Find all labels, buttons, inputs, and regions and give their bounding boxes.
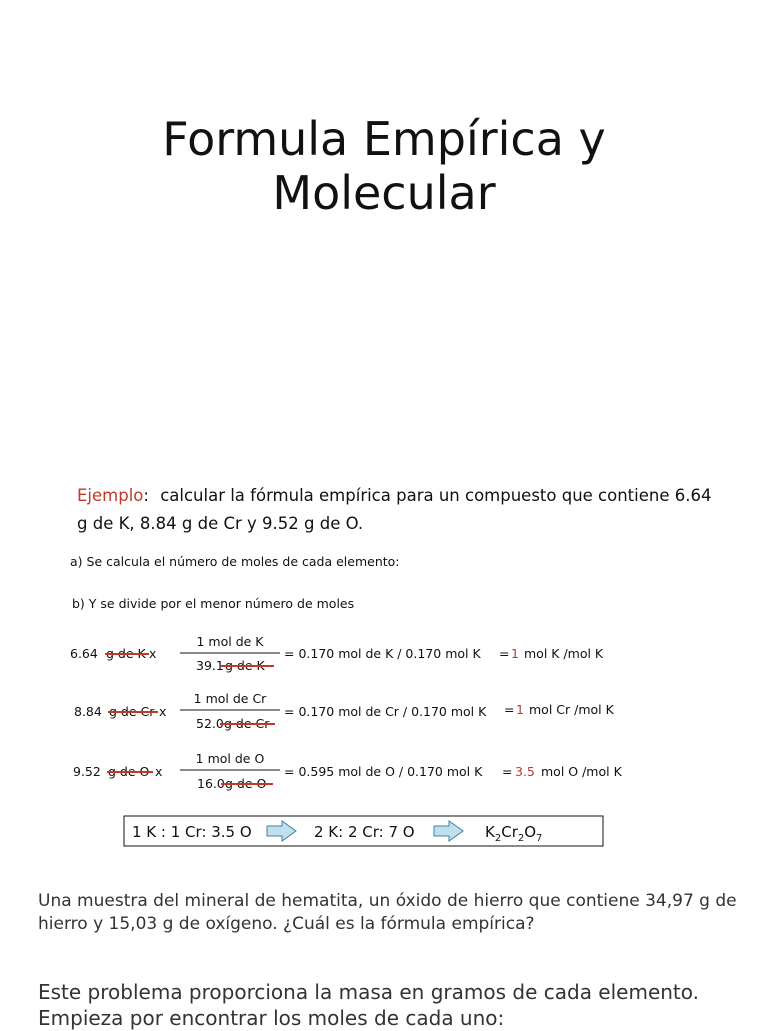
row-denominator-number: 39.1 — [196, 658, 224, 673]
example-label: Ejemplo — [77, 486, 144, 505]
title-line-1: Formula Empírica y — [162, 112, 606, 166]
row-numerator: 1 mol de K — [196, 634, 264, 649]
problem-paragraph: Una muestra del mineral de hematita, un óxido de hierro que contiene 34,97 g de hierro y 15,03 g de oxígeno. ¿Cuál es la fórmula empírica? — [38, 891, 737, 934]
row-equals: = — [499, 646, 510, 661]
empirical-formula-example-figure — [60, 470, 720, 860]
row-unit: g de Cr — [109, 704, 155, 719]
title-line-2: Molecular — [272, 166, 496, 220]
row-equals: = — [504, 702, 515, 717]
row-equals: = — [502, 764, 513, 779]
example-intro-line-1: calcular la fórmula empírica para un compuesto que contiene 6.64 — [160, 486, 712, 505]
step-b-text: b) Y se divide por el menor número de moles — [72, 596, 355, 611]
row-numerator: 1 mol de Cr — [193, 691, 267, 706]
row-denominator-unit: g de Cr — [224, 716, 270, 731]
row-ratio-value: 1 — [511, 646, 519, 661]
row-denominator-number: 52.0 — [196, 716, 224, 731]
summary-box — [124, 816, 603, 846]
row-mass: 6.64 — [70, 646, 98, 661]
row-unit: g de O — [108, 764, 150, 779]
example-svg — [60, 470, 720, 860]
row-denominator-unit: g de O — [225, 776, 267, 791]
row-result: = 0.595 mol de O / 0.170 mol K — [284, 764, 483, 779]
example-colon: : — [143, 486, 149, 505]
row-ratio-unit: mol Cr /mol K — [529, 702, 614, 717]
example-intro-line-2: g de K, 8.84 g de Cr y 9.52 g de O. — [77, 514, 364, 533]
row-ratio-unit: mol K /mol K — [524, 646, 604, 661]
summary-formula: $K_2Cr_2O_7$ — [485, 823, 543, 844]
row-denominator-number: 16.0 — [197, 776, 225, 791]
calc-row-k — [70, 634, 604, 673]
row-result: = 0.170 mol de K / 0.170 mol K — [284, 646, 481, 661]
slide-title — [0, 112, 768, 220]
instruction-paragraph: Este problema proporciona la masa en gramos de cada elemento. Empieza por encontrar los moles de cada uno: — [38, 980, 700, 1030]
row-ratio-value: 3.5 — [515, 764, 535, 779]
row-ratio-unit: mol O /mol K — [541, 764, 622, 779]
row-denominator-unit: g de K — [225, 658, 265, 673]
row-times: x — [155, 764, 163, 779]
calc-row-cr — [74, 691, 615, 731]
row-result: = 0.170 mol de Cr / 0.170 mol K — [284, 704, 487, 719]
step-a-text: a) Se calcula el número de moles de cada elemento: — [70, 554, 400, 569]
row-mass: 9.52 — [73, 764, 101, 779]
row-mass: 8.84 — [74, 704, 102, 719]
row-ratio-value: 1 — [516, 702, 524, 717]
summary-step-1: 1 K : 1 Cr: 3.5 O — [132, 823, 252, 841]
calc-row-o — [73, 751, 623, 791]
summary-step-2: 2 K: 2 Cr: 7 O — [314, 823, 415, 841]
svg-text:Ejemplo: calcular la fór — [77, 486, 711, 505]
row-numerator: 1 mol de O — [195, 751, 265, 766]
row-unit: g de K — [106, 646, 146, 661]
row-times: x — [159, 704, 167, 719]
row-times: x — [149, 646, 157, 661]
